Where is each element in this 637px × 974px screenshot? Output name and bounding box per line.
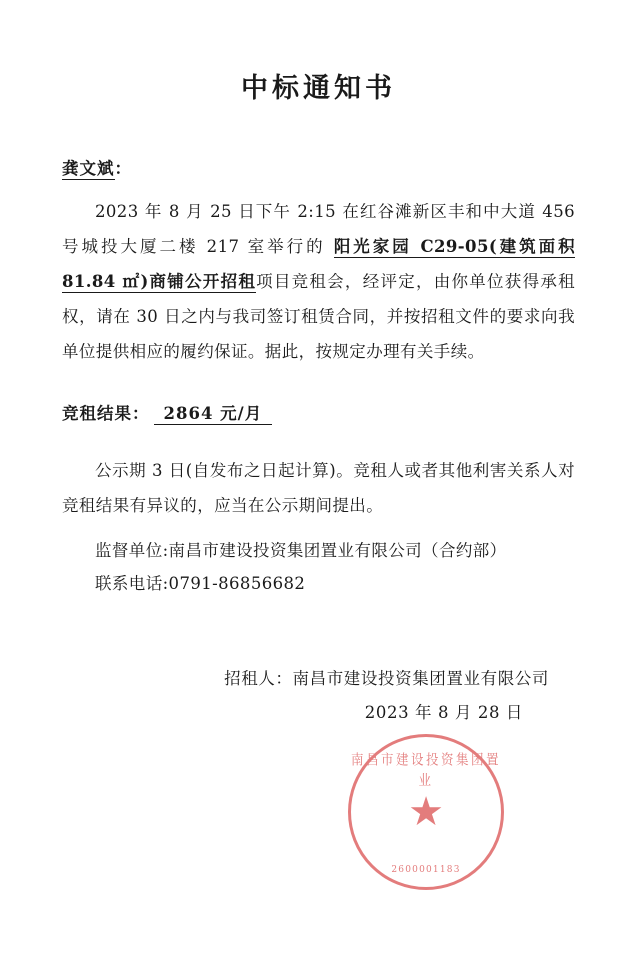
page-title: 中标通知书 xyxy=(241,73,396,104)
supervisor-line: 监督单位:南昌市建设投资集团置业有限公司（合约部） xyxy=(95,540,507,560)
seal-top-text: 南昌市建设投资集团置业 xyxy=(351,750,502,789)
addressee-name: 龚文斌 xyxy=(62,159,115,178)
notice-paragraph: 公示期 3 日(自发布之日起计算)。竞租人或者其他利害关系人对竞租结果有异议的，应当在公示期间提出。 xyxy=(62,460,575,515)
signature-block xyxy=(62,662,575,731)
document-page xyxy=(0,66,637,974)
body-paragraph xyxy=(62,195,575,370)
addressee-line xyxy=(62,155,575,179)
signature-date: 2023 年 8 月 28 日 xyxy=(364,703,523,723)
body-segment-emphasis: 阳光家园 C29-05(建筑面积 81.84 ㎡)商铺公开招租 xyxy=(62,236,575,291)
seal-star-icon: ★ xyxy=(408,789,444,835)
body-segment-3: 项目竞租会，经评定，由你单位获得承租权，请在 30 日之内与我司签订租赁合同，并按招租文件的要求向我单位提供相应的履约保证。据此，按规定办理有关手续。 xyxy=(62,271,576,361)
body-segment-1: 2023 年 8 月 25 日下午 2:15 在红谷滩新区丰和中大道 456 号城投大厦二楼 217 室举行的 xyxy=(62,202,575,256)
result-label: 竞租结果： xyxy=(62,403,150,423)
signature-issuer: 招租人：南昌市建设投资集团置业有限公司 xyxy=(224,668,549,688)
phone-line: 联系电话:0791-86856682 xyxy=(95,573,306,593)
company-seal-icon xyxy=(348,734,504,890)
result-line xyxy=(62,400,575,424)
addressee-colon: ： xyxy=(114,159,132,178)
result-value: 2864 元/月 xyxy=(154,404,273,425)
seal-bottom-text: 2600001183 xyxy=(391,865,461,875)
